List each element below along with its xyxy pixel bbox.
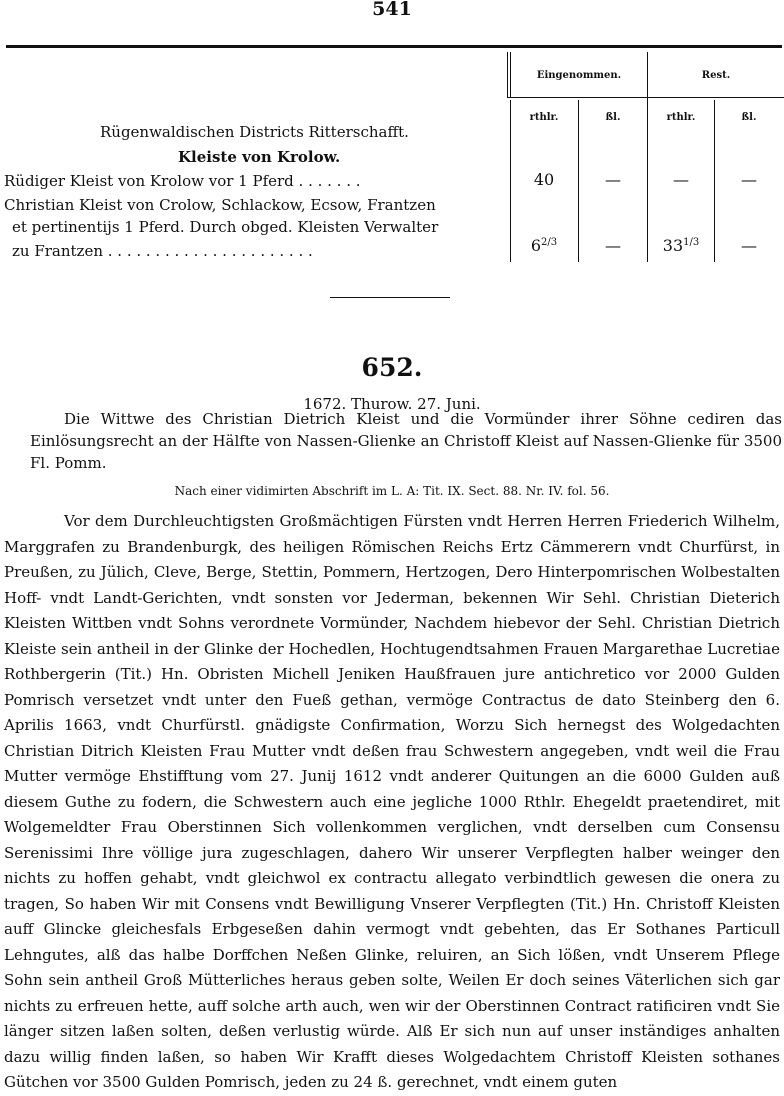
section-title: Rügenwaldischen Districts Ritterschafft. — [100, 123, 409, 141]
column-header: ßl. — [605, 112, 621, 123]
column-divider — [647, 52, 648, 262]
separator-rule — [330, 297, 450, 298]
header-rule — [507, 97, 784, 98]
amount-cell: 40 — [533, 170, 555, 189]
column-header: rthlr. — [529, 112, 559, 123]
column-divider — [510, 100, 511, 262]
amount-cell — [512, 236, 576, 255]
amount-integer: 6 — [530, 236, 542, 255]
ledger-row-text: et pertinentijs 1 Pferd. Durch obged. Kleisten Verwalter — [12, 218, 439, 236]
column-divider — [714, 100, 715, 262]
amount-cell — [649, 236, 713, 255]
document-dateline: 1672. Thurow. 27. Juni. — [303, 395, 481, 413]
ledger-row-text: Rüdiger Kleist von Krolow vor 1 Pferd . . . . . . . — [4, 172, 361, 190]
document-body: Vor dem Durchleuchtigsten Großmächtigen Fürsten vndt Herren Herren Friederich Wilhelm, Marggrafen zu Brandenburgk, des heiligen Römischen Reichs Ertz Cämmerern vndt Churfürst, in Preußen, zu Jülich, Cleve, Berge, Stettin, Pommern, Hertzogen, Dero Hinterpomrischen Wolbestalten Hoff- vndt Landt-Gerichten, vndt sonsten vor Jederman, bekennen Wir Sehl. Christian Dieterich Kleisten Wittben vndt Sohns verordnete Vormünder, Nachdem hiebevor der Sehl. Christian Dietrich Kleiste sein antheil in der Glinke der Hochedlen, Hochtugendtsahmen Frauen Margarethae Lucretiae Rothbergerin (Tit.) Hn. Obristen Michell Jeniken Haußfrauen jure antichretico vor 2000 Gulden Pomrisch versetzet vndt unter den Fueß gethan, vermöge Contractus de dato Steinberg den 6. Aprilis 1663, vndt Churfürstl. gnädigste Confirmation, Worzu Sich hernegst des Wolgedachten Christian Ditrich Kleisten Frau Mutter vndt deßen frau Schwestern angegeben, vndt weil die Frau Mutter vermöge Ehstifftung vom 27. Junij 1612 vndt anderer Quitungen an die 6000 Gulden auß diesem Guthe zu fodern, die Schwestern auch eine jegliche 1000 Rthlr. Ehegeldt praetendiret, mit Wolgemeldter Frau Oberstinnen Sich vollenkommen verglichen, vndt derselben cum Consensu Serenissimi Ihre völlige jura zugeschlagen, dahero Wir unserer Verpflegten halber weinger den nichts zu hoffen gehabt, vndt gleichwol ex contractu allegato verbindtlich gewesen die onera zu tragen, So haben Wir mit Consens vndt Bewilligung Vnserer Verpflegten (Tit.) Hn. Christoff Kleisten auff Glincke gleichesfals Erbgeseßen dahin vermogt vndt gebehten, das Er Sothanes Particull Lehngutes, alß das halbe Dorffchen Neßen Glinke, reluiren, an Sich lößen, vndt Unserem Pflege Sohn sein antheil Groß Mütterliches heraus geben solte, Weilen Er doch seines Väterlichen sich gar nichts zu erfreuen hette, auff solche arth auch, wen wir der Oberstinnen Contract ratificiren vndt Sie länger sitzen laßen solten, deßen verlustig würde. Alß Er sich nun auf unser inständiges anhalten dazu willig finden laßen, so haben Wir Krafft dieses Wolgedachtem Christoff Kleisten sothanes Gütchen vor 3500 Gulden Pomrisch, jeden zu 24 ß. gerechnet, vndt einem guten — [4, 512, 780, 1091]
document-number: 652. — [361, 353, 423, 382]
amount-cell: — — [741, 236, 757, 255]
page-number: 541 — [372, 0, 412, 20]
amount-fraction: 2/3 — [541, 237, 558, 248]
top-rule — [6, 45, 782, 48]
document-summary: Die Wittwe des Christian Dietrich Kleist und die Vormünder ihrer Söhne cediren das Einlösungsrecht an der Hälfte von Nassen-Glienke an Christoff Kleist auf Nassen-Glienke für 3500 Fl. Pomm. — [30, 410, 782, 472]
ledger-row-text: Christian Kleist von Crolow, Schlackow, Ecsow, Frantzen — [4, 196, 436, 214]
header-received: Eingenommen. — [536, 70, 622, 81]
column-divider — [510, 52, 511, 97]
amount-cell: — — [605, 170, 621, 189]
amount-cell: — — [741, 170, 757, 189]
column-divider — [578, 100, 579, 262]
amount-cell: — — [605, 236, 621, 255]
column-divider — [507, 52, 508, 97]
column-header: ßl. — [741, 112, 757, 123]
header-remainder: Rest. — [701, 70, 731, 81]
amount-cell: — — [673, 170, 689, 189]
family-heading: Kleiste von Krolow. — [178, 148, 341, 166]
ledger-row-text: zu Frantzen . . . . . . . . . . . . . . . . . . . . . . — [12, 242, 313, 260]
column-header: rthlr. — [666, 112, 696, 123]
amount-integer: 33 — [662, 236, 684, 255]
source-note: Nach einer vidimirten Abschrift im L. A: Tit. IX. Sect. 88. Nr. IV. fol. 56. — [174, 484, 610, 498]
amount-fraction: 1/3 — [683, 237, 700, 248]
